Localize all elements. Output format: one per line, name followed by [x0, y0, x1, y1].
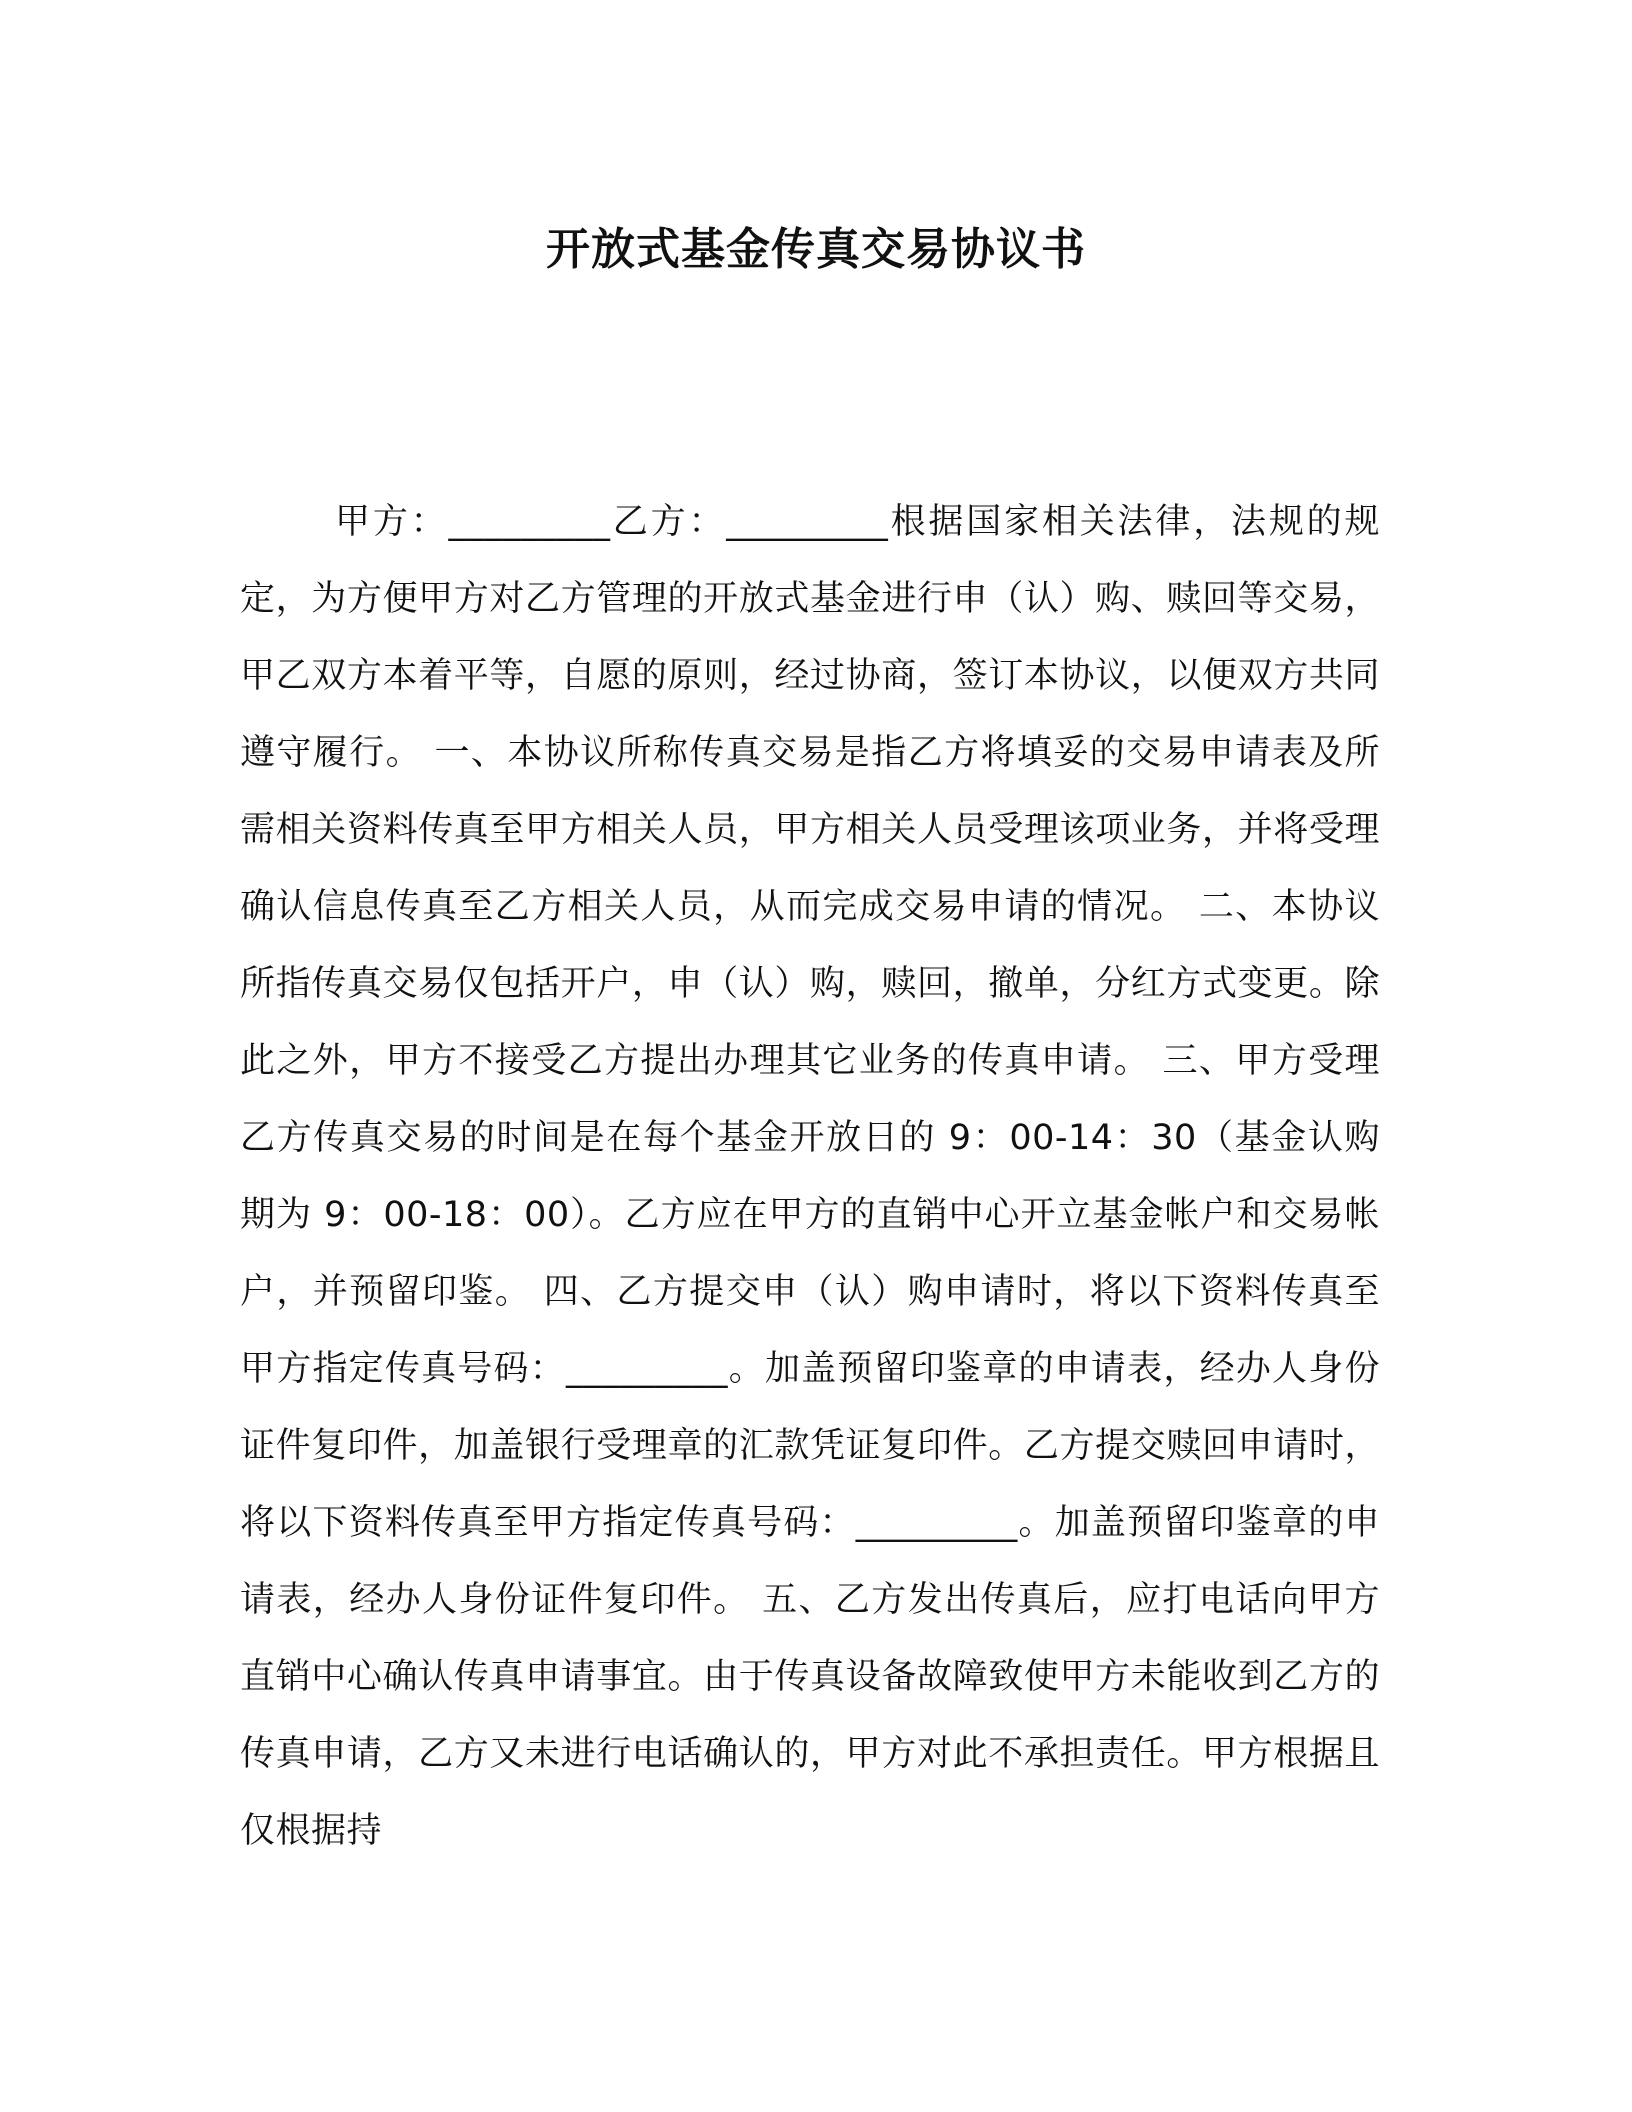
document-title: 开放式基金传真交易协议书 — [546, 224, 1086, 275]
agreement-body-text: 甲方：_________乙方：_________根据国家相关法律，法规的规定，为方便甲方对乙方管理的开放式基金进行申（认）购、赎回等交易，甲乙双方本着平等，自愿的原则，经过协商，签订本协议，以便双方共同遵守履行。 一、本协议所称传真交易是指乙方将填妥的交易申请表及所需相关资料传真至甲方相关人员，甲方相关人员受理该项业务，并将受理确认信息传真至乙方相关人员，从而完成交易申请的情况。 二、本协议所指传真交易仅包括开户，申（认）购，赎回，撤单，分红方式变更。除此之外，甲方不接受乙方提出办理其它业务的传真申请。 三、甲方受理乙方传真交易的时间是在每个基金开放日的 9：00-14：30（基金认购期为 9：00-18：00）。乙方应在甲方的直销中心开立基金帐户和交易帐户，并预留印鉴。 四、乙方提交申（认）购申请时，将以下资料传真至甲方指定传真号码：_________。加盖预留印鉴章的申请表，经办人身份证件复印件，加盖银行受理章的汇款凭证复印件。乙方提交赎回申请时，将以下资料传真至甲方指定传真号码：_________。加盖预留印鉴章的申请表，经办人身份证件复印件。 五、乙方发出传真后，应打电话向甲方直销中心确认传真申请事宜。由于传真设备故障致使甲方未能收到乙方的传真申请，乙方又未进行电话确认的，甲方对此不承担责任。甲方根据且仅根据持 — [240, 502, 1380, 1851]
